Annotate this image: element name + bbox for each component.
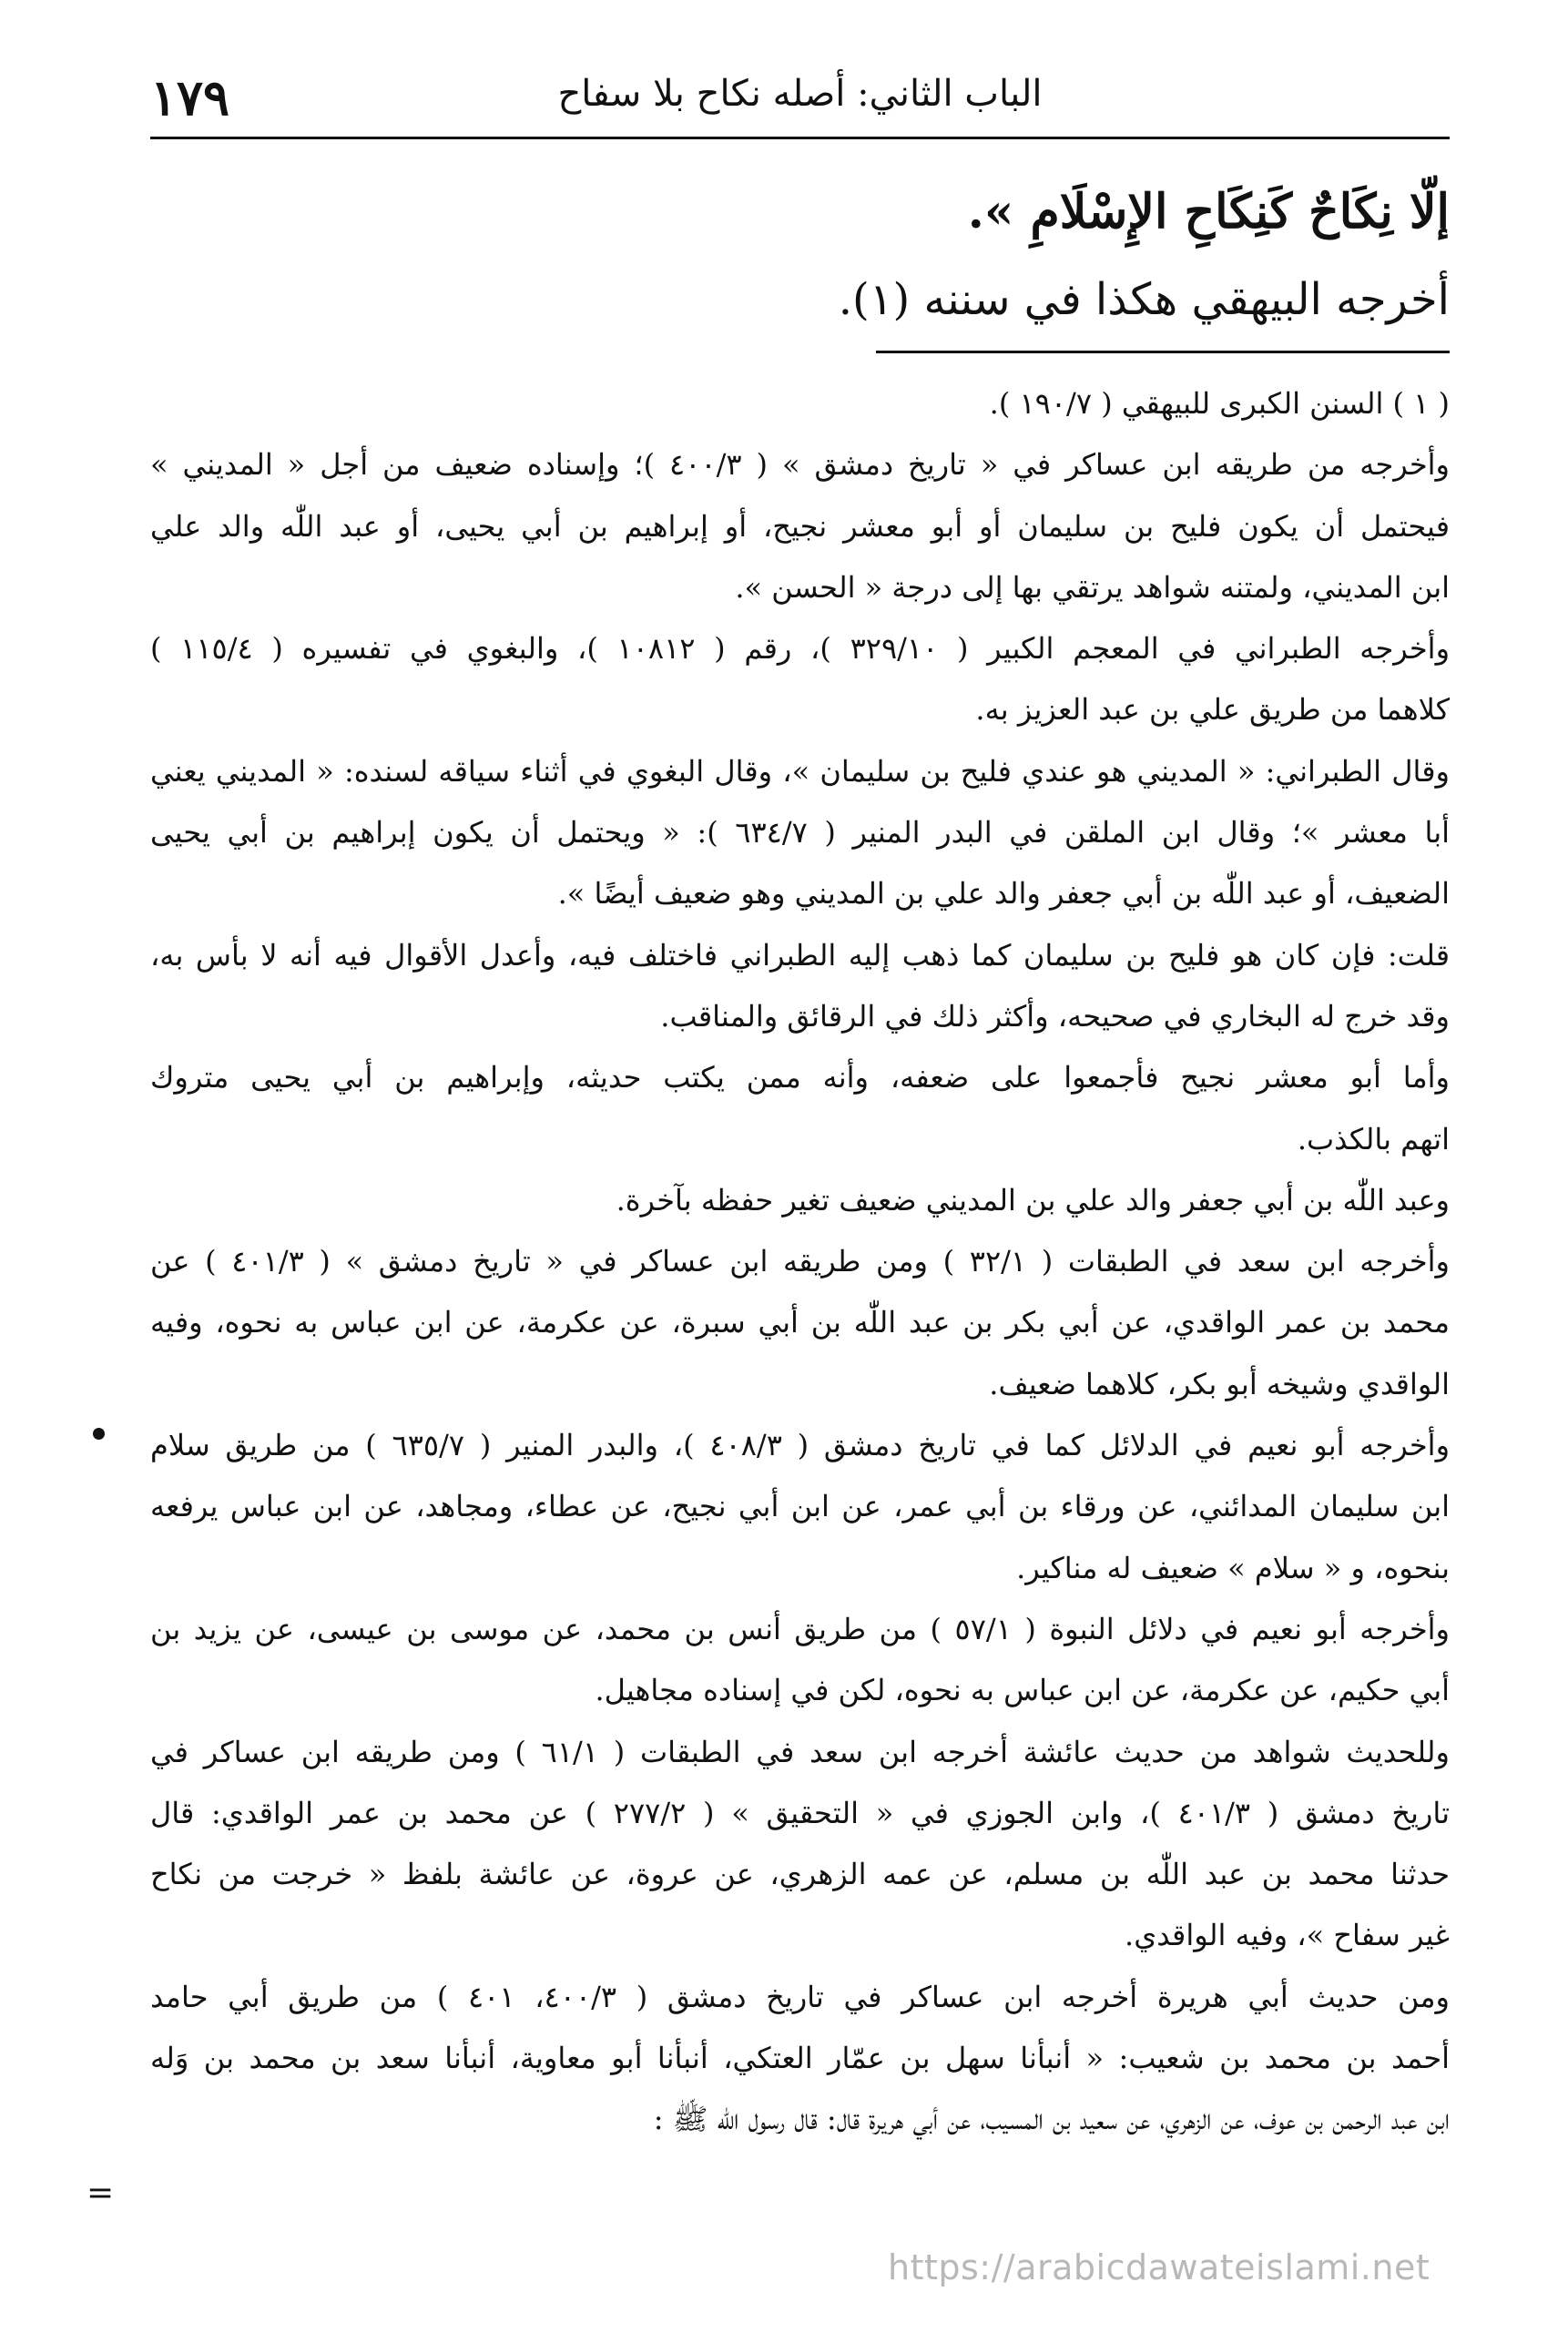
margin-dot-mark	[93, 1428, 105, 1440]
footnote-line: وأخرجه الطبراني في المعجم الكبير ( ٣٢٩/١٠ )، رقم ( ١٠٨١٢ )، والبغوي في تفسيره ( ١١٥/٤ )	[150, 631, 1451, 667]
running-title: الباب الثاني: أصله نكاح بلا سفاح	[557, 73, 1043, 115]
footnote-line: ابن المديني، ولمتنه شواهد يرتقي بها إلى درجة « الحسن ».	[735, 569, 1450, 605]
footnote-line: أبا معشر »؛ وقال ابن الملقن في البدر المنير ( ٦٣٤/٧ ): « ويحتمل أن يكون إبراهيم بن أبي يحيى	[150, 815, 1451, 851]
footnote-line: حدثنا محمد بن عبد اللّٰه بن مسلم، عن عمه الزهري، عن عروة، عن عائشة بلفظ « خرجت من نكاح	[150, 1857, 1451, 1892]
footnote-line: الضعيف، أو عبد اللّٰه بن أبي جعفر والد علي بن المديني وهو ضعيف أيضًا ».	[557, 876, 1450, 912]
footnote-line: وأما أبو معشر نجيح فأجمعوا على ضعفه، وأنه ممن يكتب حديثه، وإبراهيم بن أبي يحيى متروك	[150, 1060, 1450, 1095]
continuation-mark: =	[87, 2175, 115, 2212]
footnote-line: وأخرجه أبو نعيم في الدلائل كما في تاريخ دمشق ( ٤٠٨/٣ )، والبدر المنير ( ٦٣٥/٧ ) من طريق سلام	[150, 1428, 1451, 1463]
footnote-line: كلاهما من طريق علي بن عبد العزيز به.	[975, 692, 1450, 728]
page-header	[150, 64, 1450, 139]
footnote-line: أبي حكيم، عن عكرمة، عن ابن عباس به نحوه، لكن في إسناده مجاهيل.	[595, 1673, 1450, 1708]
footnote-line: تاريخ دمشق ( ٤٠١/٣ )، وابن الجوزي في « التحقيق » ( ٢٧٧/٢ ) عن محمد بن عمر الواقدي: قال	[150, 1795, 1451, 1830]
hadith-text-line: إلّا نِكَاحٌ كَنِكَاحِ الإِسْلَامِ ».	[967, 184, 1450, 239]
footnotes	[150, 373, 1450, 2151]
footnote-line: قلت: فإن كان هو فليح بن سليمان كما ذهب إليه الطبراني فاختلف فيه، وأعدل الأقوال فيه أنه لا بأس به،	[150, 937, 1450, 973]
footnote-line: ومن حديث أبي هريرة أخرجه ابن عساكر في تاريخ دمشق ( ٤٠٠/٣، ٤٠١ ) من طريق أبي حامد	[150, 1979, 1451, 2014]
footnote-line: ( ١ ) السنن الكبرى للبيهقي ( ١٩٠/٧ ).	[989, 386, 1450, 421]
footnote-line: وقال الطبراني: « المديني هو عندي فليح بن سليمان »، وقال البغوي في أثناء سياقه لسنده: « المديني يعني	[150, 753, 1450, 789]
footnote-line: وأخرجه من طريقه ابن عساكر في « تاريخ دمشق » ( ٤٠٠/٣ )؛ وإسناده ضعيف من أجل « المديني »	[150, 447, 1451, 483]
page-number: ١٧٩	[150, 68, 230, 127]
watermark-url: https://arabicdawateislami.net	[888, 2247, 1431, 2287]
footnote-line: وللحديث شواهد من حديث عائشة أخرجه ابن سعد في الطبقات ( ٦١/١ ) ومن طريقه ابن عساكر في	[150, 1734, 1451, 1769]
footnote-line: وأخرجه أبو نعيم في دلائل النبوة ( ٥٧/١ ) من طريق أنس بن محمد، عن موسى بن عيسى، عن يزيد بن	[150, 1611, 1451, 1646]
footnote-line: اتهم بالكذب.	[1297, 1121, 1450, 1156]
footnote-line: الواقدي وشيخه أبو بكر، كلاهما ضعيف.	[989, 1366, 1450, 1401]
footnote-line: وعبد اللّٰه بن أبي جعفر والد علي بن المديني ضعيف تغير حفظه بآخرة.	[616, 1182, 1450, 1217]
main-text	[150, 168, 1450, 343]
footnote-line: وأخرجه ابن سعد في الطبقات ( ٣٢/١ ) ومن طريقه ابن عساكر في « تاريخ دمشق » ( ٤٠١/٣ ) عن	[150, 1244, 1451, 1279]
footnote-line: بنحوه، و « سلام » ضعيف له مناكير.	[1016, 1550, 1450, 1585]
footnote-line: ابن عبد الرحمن بن عوف، عن الزهري، عن سعيد بن المسيب، عن أبي هريرة قال: قال رسول اللّٰه ﷺ :	[653, 2102, 1450, 2137]
footnote-line: محمد بن عمر الواقدي، عن أبي بكر بن عبد اللّٰه بن أبي سبرة، عن عكرمة، عن ابن عباس به نحوه، وفيه	[150, 1305, 1451, 1340]
footnote-line: ابن سليمان المدائني، عن ورقاء بن أبي عمر، عن ابن أبي نجيح، عن عطاء، ومجاهد، عن ابن عباس يرفعه	[150, 1489, 1450, 1524]
footnote-divider	[876, 351, 1450, 353]
footnote-line: أحمد بن محمد بن شعيب: « أنبأنا سهل بن عمّار العتكي، أنبأنا أبو معاوية، أنبأنا سعد بن محمد بن وَله	[150, 2041, 1450, 2076]
source-line: أخرجه البيهقي هكذا في سننه (١).	[838, 274, 1450, 325]
footnote-line: وقد خرج له البخاري في صحيحه، وأكثر ذلك في الرقائق والمناقب.	[660, 998, 1450, 1034]
footnote-line: غير سفاح »، وفيه الواقدي.	[1125, 1918, 1450, 1953]
footnote-line: فيحتمل أن يكون فليح بن سليمان أو أبو معشر نجيح، أو إبراهيم بن أبي يحيى، أو عبد اللّٰه والد علي	[150, 508, 1451, 544]
